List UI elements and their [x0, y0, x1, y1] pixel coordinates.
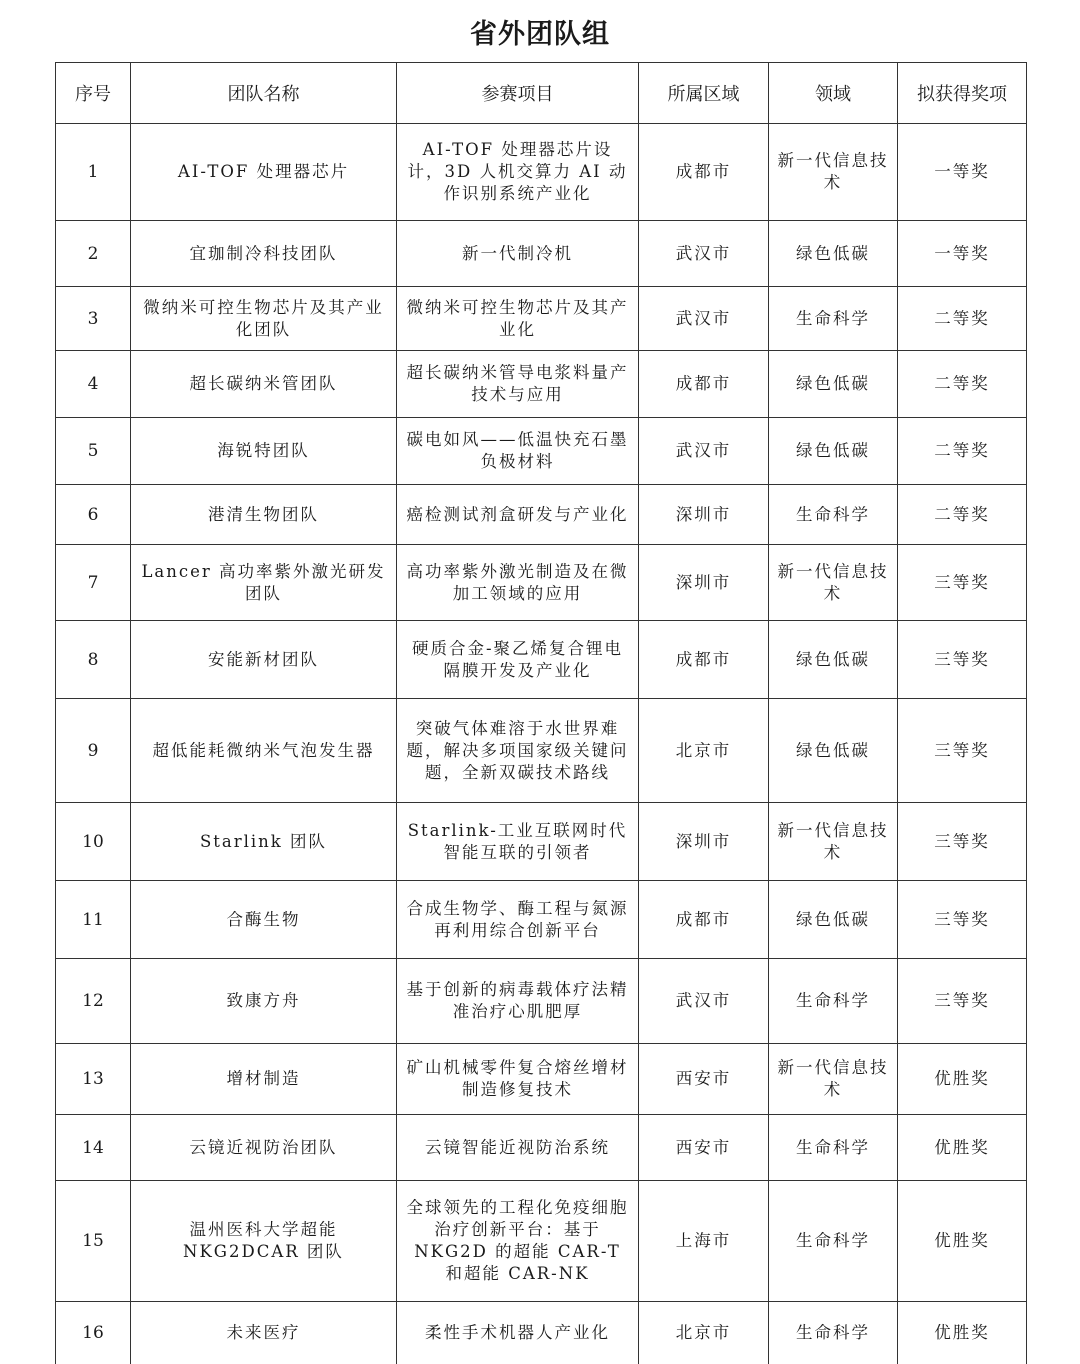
region: 深圳市	[639, 485, 769, 545]
page-title: 省外团队组	[470, 19, 610, 50]
award: 优胜奖	[898, 1181, 1027, 1302]
table-row	[56, 1044, 1027, 1115]
project-name: 硬质合金-聚乙烯复合锂电隔膜开发及产业化	[397, 621, 639, 699]
field: 生命科学	[769, 1181, 898, 1302]
row-index: 8	[56, 621, 131, 699]
field: 新一代信息技术	[769, 124, 898, 221]
region: 西安市	[639, 1115, 769, 1181]
award: 三等奖	[898, 621, 1027, 699]
field: 生命科学	[769, 959, 898, 1044]
header-project: 参赛项目	[397, 63, 639, 124]
project-name: 云镜智能近视防治系统	[397, 1115, 639, 1181]
award: 二等奖	[898, 485, 1027, 545]
region: 成都市	[639, 124, 769, 221]
project-name: 突破气体难溶于水世界难题，解决多项国家级关键问题，全新双碳技术路线	[397, 699, 639, 803]
award: 二等奖	[898, 418, 1027, 485]
project-name: 超长碳纳米管导电浆料量产技术与应用	[397, 351, 639, 418]
project-name: 矿山机械零件复合熔丝增材制造修复技术	[397, 1044, 639, 1115]
team-name: AI-TOF 处理器芯片	[131, 124, 397, 221]
award: 一等奖	[898, 221, 1027, 287]
row-index: 4	[56, 351, 131, 418]
table-row	[56, 803, 1027, 881]
team-name: Lancer 高功率紫外激光研发团队	[131, 545, 397, 621]
field: 生命科学	[769, 1302, 898, 1364]
region: 北京市	[639, 699, 769, 803]
region: 西安市	[639, 1044, 769, 1115]
region: 北京市	[639, 1302, 769, 1364]
field: 绿色低碳	[769, 418, 898, 485]
team-name: 超低能耗微纳米气泡发生器	[131, 699, 397, 803]
row-index: 14	[56, 1115, 131, 1181]
field: 新一代信息技术	[769, 545, 898, 621]
project-name: 合成生物学、酶工程与氮源再利用综合创新平台	[397, 881, 639, 959]
row-index: 1	[56, 124, 131, 221]
row-index: 3	[56, 287, 131, 351]
team-name: 增材制造	[131, 1044, 397, 1115]
team-name: 未来医疗	[131, 1302, 397, 1364]
header-region: 所属区域	[639, 63, 769, 124]
region: 深圳市	[639, 803, 769, 881]
row-index: 6	[56, 485, 131, 545]
award: 优胜奖	[898, 1302, 1027, 1364]
project-name: 基于创新的病毒载体疗法精准治疗心肌肥厚	[397, 959, 639, 1044]
team-name: 超长碳纳米管团队	[131, 351, 397, 418]
field: 绿色低碳	[769, 221, 898, 287]
table-row	[56, 1181, 1027, 1302]
award-table	[55, 62, 1027, 1364]
table-row	[56, 959, 1027, 1044]
table-row	[56, 545, 1027, 621]
row-index: 9	[56, 699, 131, 803]
team-name: 安能新材团队	[131, 621, 397, 699]
region: 武汉市	[639, 287, 769, 351]
region: 武汉市	[639, 959, 769, 1044]
award: 二等奖	[898, 351, 1027, 418]
region: 武汉市	[639, 221, 769, 287]
region: 上海市	[639, 1181, 769, 1302]
region: 成都市	[639, 881, 769, 959]
team-name: 致康方舟	[131, 959, 397, 1044]
table-row	[56, 699, 1027, 803]
table-row	[56, 621, 1027, 699]
region: 成都市	[639, 351, 769, 418]
team-name: 海锐特团队	[131, 418, 397, 485]
region: 深圳市	[639, 545, 769, 621]
header-index: 序号	[56, 63, 131, 124]
project-name: 柔性手术机器人产业化	[397, 1302, 639, 1364]
project-name: 碳电如风——低温快充石墨负极材料	[397, 418, 639, 485]
field: 新一代信息技术	[769, 1044, 898, 1115]
table-row	[56, 485, 1027, 545]
project-name: 高功率紫外激光制造及在微加工领域的应用	[397, 545, 639, 621]
award: 三等奖	[898, 699, 1027, 803]
row-index: 2	[56, 221, 131, 287]
field: 绿色低碳	[769, 699, 898, 803]
table-row	[56, 1115, 1027, 1181]
award: 三等奖	[898, 545, 1027, 621]
team-name: 云镜近视防治团队	[131, 1115, 397, 1181]
row-index: 12	[56, 959, 131, 1044]
award: 优胜奖	[898, 1044, 1027, 1115]
region: 武汉市	[639, 418, 769, 485]
field: 生命科学	[769, 287, 898, 351]
field: 生命科学	[769, 485, 898, 545]
table-row	[56, 1302, 1027, 1364]
team-name: 合酶生物	[131, 881, 397, 959]
team-name: 宜珈制冷科技团队	[131, 221, 397, 287]
table-row	[56, 124, 1027, 221]
table-header-row	[56, 63, 1027, 124]
project-name: Starlink-工业互联网时代智能互联的引领者	[397, 803, 639, 881]
team-name: 港清生物团队	[131, 485, 397, 545]
header-award: 拟获得奖项	[898, 63, 1027, 124]
field: 生命科学	[769, 1115, 898, 1181]
row-index: 7	[56, 545, 131, 621]
row-index: 15	[56, 1181, 131, 1302]
header-field: 领域	[769, 63, 898, 124]
project-name: 癌检测试剂盒研发与产业化	[397, 485, 639, 545]
table-row	[56, 418, 1027, 485]
table-row	[56, 287, 1027, 351]
team-name: 温州医科大学超能 NKG2DCAR 团队	[131, 1181, 397, 1302]
field: 新一代信息技术	[769, 803, 898, 881]
award: 三等奖	[898, 881, 1027, 959]
project-name: 全球领先的工程化免疫细胞治疗创新平台：基于 NKG2D 的超能 CAR-T 和超能 CAR-NK	[397, 1181, 639, 1302]
award: 一等奖	[898, 124, 1027, 221]
team-name: 微纳米可控生物芯片及其产业化团队	[131, 287, 397, 351]
award: 优胜奖	[898, 1115, 1027, 1181]
row-index: 13	[56, 1044, 131, 1115]
row-index: 16	[56, 1302, 131, 1364]
row-index: 5	[56, 418, 131, 485]
table-row	[56, 351, 1027, 418]
project-name: 新一代制冷机	[397, 221, 639, 287]
field: 绿色低碳	[769, 881, 898, 959]
region: 成都市	[639, 621, 769, 699]
table-row	[56, 221, 1027, 287]
field: 绿色低碳	[769, 351, 898, 418]
table-row	[56, 881, 1027, 959]
award: 二等奖	[898, 287, 1027, 351]
row-index: 11	[56, 881, 131, 959]
team-name: Starlink 团队	[131, 803, 397, 881]
row-index: 10	[56, 803, 131, 881]
award: 三等奖	[898, 959, 1027, 1044]
project-name: AI-TOF 处理器芯片设计，3D 人机交算力 AI 动作识别系统产业化	[397, 124, 639, 221]
header-team-name: 团队名称	[131, 63, 397, 124]
project-name: 微纳米可控生物芯片及其产业化	[397, 287, 639, 351]
award: 三等奖	[898, 803, 1027, 881]
field: 绿色低碳	[769, 621, 898, 699]
